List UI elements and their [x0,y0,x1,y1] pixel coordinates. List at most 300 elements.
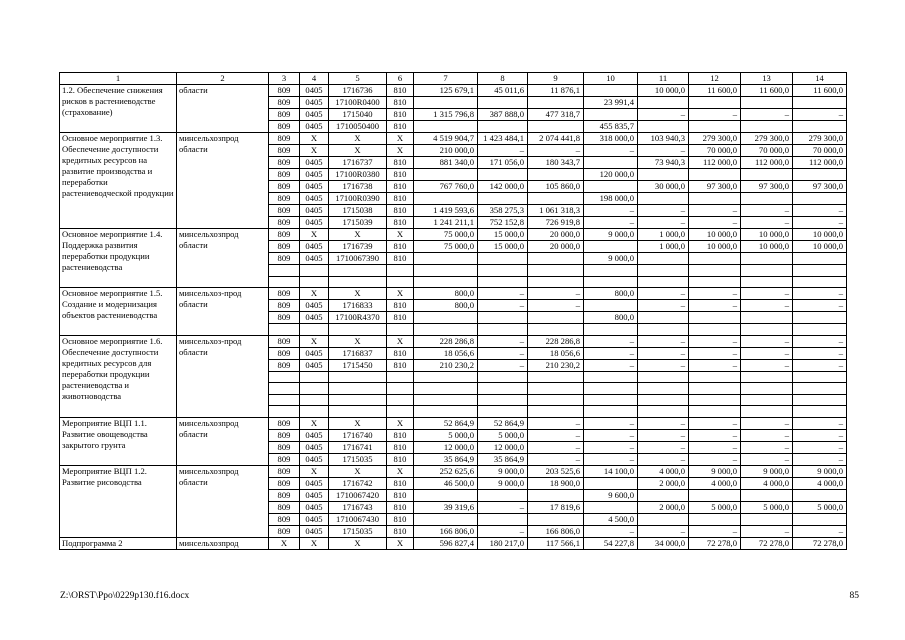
amount-cell: 455 835,7 [584,121,638,133]
amount-cell [528,371,584,383]
amount-cell [414,312,478,324]
code-cell: 0405 [300,312,329,324]
amount-cell: – [741,300,793,312]
code-cell: 0405 [300,477,329,489]
amount-cell: 800,0 [414,288,478,300]
code-cell [387,406,414,418]
code-cell: 809 [269,288,300,300]
amount-cell [793,193,847,205]
amount-cell: 11 600,0 [793,85,847,97]
amount-cell: – [793,300,847,312]
amount-cell: – [584,359,638,371]
amount-cell [689,253,741,265]
amount-cell: – [793,453,847,465]
amount-cell: – [689,429,741,441]
code-cell [329,371,387,383]
amount-cell: – [689,441,741,453]
amount-cell: 171 056,0 [478,157,528,169]
amount-cell: – [689,217,741,229]
amount-cell: 10 000,0 [638,85,689,97]
amount-cell: – [638,359,689,371]
code-cell: 1710067390 [329,253,387,265]
amount-cell [584,371,638,383]
amount-cell: 70 000,0 [689,145,741,157]
measure-name: 1.2. Обеспечение снижения рисков в растениеводстве (страхование) [60,85,177,133]
code-cell: Х [300,335,329,347]
amount-cell: 5 000,0 [793,501,847,513]
amount-cell [689,265,741,277]
amount-cell: – [584,145,638,157]
code-cell: Х [329,133,387,145]
amount-cell: 103 940,3 [638,133,689,145]
amount-cell [414,371,478,383]
code-cell: 1715039 [329,217,387,229]
amount-cell [638,276,689,288]
amount-cell [793,324,847,336]
code-cell: 810 [387,489,414,501]
code-cell: 810 [387,109,414,121]
amount-cell: – [584,453,638,465]
amount-cell: 52 864,9 [414,417,478,429]
amount-cell: 210 000,0 [414,145,478,157]
amount-cell [638,324,689,336]
amount-cell: – [741,205,793,217]
code-cell [269,394,300,406]
code-cell: 1716739 [329,241,387,253]
amount-cell: 166 806,0 [528,525,584,537]
amount-cell: 1 241 211,1 [414,217,478,229]
code-cell [329,276,387,288]
amount-cell: 1 419 593,6 [414,205,478,217]
code-cell: Х [300,133,329,145]
amount-cell [414,276,478,288]
amount-cell: 45 011,6 [478,85,528,97]
code-cell: 810 [387,253,414,265]
code-cell: 809 [269,169,300,181]
amount-cell: – [528,453,584,465]
amount-cell [793,253,847,265]
code-cell: Х [329,229,387,241]
amount-cell [528,383,584,395]
amount-cell [689,489,741,501]
amount-cell: 726 919,8 [528,217,584,229]
code-cell [387,383,414,395]
code-cell: 0405 [300,253,329,265]
amount-cell [689,169,741,181]
amount-cell: 75 000,0 [414,241,478,253]
amount-cell: – [793,288,847,300]
executor: минсельхозпрод [177,537,269,549]
amount-cell: 15 000,0 [478,229,528,241]
code-cell: 0405 [300,359,329,371]
amount-cell: – [584,347,638,359]
code-cell: 809 [269,513,300,525]
amount-cell [478,276,528,288]
amount-cell: 97 300,0 [793,181,847,193]
amount-cell: 4 000,0 [741,477,793,489]
amount-cell [414,406,478,418]
header-cell: 1 [60,73,177,85]
code-cell: Х [300,145,329,157]
amount-cell: – [689,205,741,217]
measure-name: Подпрограмма 2 [60,537,177,549]
code-cell [269,383,300,395]
code-cell: 0405 [300,489,329,501]
amount-cell [478,324,528,336]
code-cell: 809 [269,217,300,229]
amount-cell [584,276,638,288]
code-cell: 809 [269,85,300,97]
amount-cell: – [638,288,689,300]
amount-cell: 12 000,0 [414,441,478,453]
code-cell: 17100R0390 [329,193,387,205]
code-cell: Х [300,417,329,429]
amount-cell: – [741,429,793,441]
header-cell: 5 [329,73,387,85]
amount-cell: – [793,347,847,359]
code-cell: 0405 [300,193,329,205]
code-cell: 809 [269,347,300,359]
header-cell: 3 [269,73,300,85]
amount-cell: 279 300,0 [793,133,847,145]
measure-name: Мероприятие ВЦП 1.2. Развитие рисоводства [60,465,177,537]
header-cell: 13 [741,73,793,85]
code-cell: 1716740 [329,429,387,441]
amount-cell [584,300,638,312]
amount-cell: – [793,441,847,453]
code-cell [269,406,300,418]
amount-cell: 4 000,0 [793,477,847,489]
amount-cell: 279 300,0 [741,133,793,145]
code-cell: 0405 [300,169,329,181]
code-cell: Х [387,465,414,477]
amount-cell [478,97,528,109]
amount-cell: – [478,300,528,312]
code-cell: 809 [269,453,300,465]
code-cell: 810 [387,312,414,324]
amount-cell [638,265,689,277]
amount-cell: 20 000,0 [528,229,584,241]
amount-cell: 1 423 484,1 [478,133,528,145]
amount-cell: – [478,288,528,300]
amount-cell [528,324,584,336]
header-cell: 9 [528,73,584,85]
amount-cell: – [528,300,584,312]
amount-cell [793,97,847,109]
code-cell [329,406,387,418]
code-cell [329,324,387,336]
amount-cell [414,383,478,395]
amount-cell [584,181,638,193]
amount-cell [478,406,528,418]
amount-cell [741,383,793,395]
amount-cell: 54 227,8 [584,537,638,549]
amount-cell: – [638,205,689,217]
code-cell: 1716833 [329,300,387,312]
code-cell [300,406,329,418]
amount-cell [638,383,689,395]
amount-cell: – [793,205,847,217]
amount-cell [793,383,847,395]
amount-cell: – [478,525,528,537]
amount-cell: – [741,417,793,429]
file-path: Z:\ORST\Ppo\0229p130.f16.docx [60,591,190,601]
amount-cell: 180 217,0 [478,537,528,549]
amount-cell: 9 600,0 [584,489,638,501]
amount-cell: – [528,288,584,300]
amount-cell [638,489,689,501]
amount-cell: 30 000,0 [638,181,689,193]
amount-cell: – [638,453,689,465]
amount-cell [584,265,638,277]
amount-cell [584,383,638,395]
amount-cell: 18 056,6 [528,347,584,359]
amount-cell [741,193,793,205]
amount-cell: – [584,525,638,537]
amount-cell [793,312,847,324]
amount-cell [414,324,478,336]
amount-cell [689,193,741,205]
amount-cell: – [638,525,689,537]
amount-cell [584,85,638,97]
amount-cell: 279 300,0 [689,133,741,145]
code-cell: Х [329,145,387,157]
code-cell: 810 [387,501,414,513]
code-cell: 1716742 [329,477,387,489]
amount-cell: – [741,109,793,121]
amount-cell: 5 000,0 [414,429,478,441]
amount-cell: – [793,525,847,537]
code-cell: 17100R4370 [329,312,387,324]
amount-cell: – [689,417,741,429]
amount-cell [741,394,793,406]
amount-cell: 72 278,0 [793,537,847,549]
header-cell: 14 [793,73,847,85]
code-cell: 0405 [300,453,329,465]
code-cell: 810 [387,300,414,312]
amount-cell: 11 876,1 [528,85,584,97]
code-cell: Х [387,537,414,549]
amount-cell: – [793,335,847,347]
amount-cell: – [793,429,847,441]
executor: минсельхозпрод области [177,465,269,537]
code-cell: Х [269,537,300,549]
code-cell: 810 [387,85,414,97]
amount-cell [793,394,847,406]
amount-cell: – [793,217,847,229]
amount-cell [741,513,793,525]
amount-cell: 35 864,9 [478,453,528,465]
amount-cell: – [689,109,741,121]
code-cell: 0405 [300,85,329,97]
amount-cell: 72 278,0 [689,537,741,549]
code-cell: Х [387,288,414,300]
amount-cell: – [478,335,528,347]
measure-name: Основное мероприятие 1.5. Создание и модернизация объектов растениеводства [60,288,177,336]
code-cell: 810 [387,441,414,453]
amount-cell: 9 000,0 [478,477,528,489]
code-cell: Х [329,335,387,347]
code-cell: 0405 [300,97,329,109]
code-cell: 1716736 [329,85,387,97]
amount-cell [584,157,638,169]
amount-cell [689,276,741,288]
code-cell: 0405 [300,525,329,537]
amount-cell [741,312,793,324]
amount-cell: 142 000,0 [478,181,528,193]
code-cell: 1710050400 [329,121,387,133]
amount-cell [741,371,793,383]
amount-cell [478,371,528,383]
executor: области [177,85,269,133]
table-row [60,335,847,347]
code-cell: 1715450 [329,359,387,371]
header-cell: 10 [584,73,638,85]
amount-cell [414,513,478,525]
amount-cell [793,489,847,501]
amount-cell [689,383,741,395]
code-cell: 0405 [300,109,329,121]
code-cell: 17100R0400 [329,97,387,109]
amount-cell: 23 991,4 [584,97,638,109]
code-cell [387,265,414,277]
code-cell: 810 [387,477,414,489]
amount-cell: 70 000,0 [793,145,847,157]
amount-cell [528,513,584,525]
amount-cell: – [689,525,741,537]
amount-cell [584,394,638,406]
amount-cell: – [793,417,847,429]
amount-cell: – [638,347,689,359]
amount-cell [584,501,638,513]
code-cell: 1715040 [329,109,387,121]
amount-cell [741,265,793,277]
code-cell: Х [300,229,329,241]
code-cell: 1715035 [329,525,387,537]
budget-table [59,72,847,550]
code-cell [269,371,300,383]
code-cell: Х [387,133,414,145]
amount-cell: 228 286,8 [414,335,478,347]
code-cell: 809 [269,109,300,121]
code-cell: 810 [387,513,414,525]
amount-cell: 5 000,0 [478,429,528,441]
amount-cell: – [741,335,793,347]
amount-cell: 39 319,6 [414,501,478,513]
code-cell: 809 [269,181,300,193]
amount-cell: 120 000,0 [584,169,638,181]
amount-cell [528,169,584,181]
code-cell [300,371,329,383]
amount-cell: – [689,453,741,465]
code-cell: 810 [387,193,414,205]
amount-cell [478,193,528,205]
amount-cell: – [528,441,584,453]
amount-cell: 210 230,2 [414,359,478,371]
table-row [60,537,847,549]
amount-cell: – [741,288,793,300]
amount-cell [414,97,478,109]
amount-cell: 15 000,0 [478,241,528,253]
amount-cell: 10 000,0 [689,229,741,241]
code-cell: 0405 [300,241,329,253]
code-cell: 809 [269,157,300,169]
amount-cell: – [689,359,741,371]
amount-cell [638,406,689,418]
amount-cell [528,312,584,324]
amount-cell: 203 525,6 [528,465,584,477]
amount-cell [689,97,741,109]
amount-cell [689,513,741,525]
amount-cell [414,121,478,133]
code-cell: 809 [269,145,300,157]
amount-cell: – [638,300,689,312]
code-cell [269,324,300,336]
amount-cell: 112 000,0 [689,157,741,169]
code-cell: 810 [387,453,414,465]
amount-cell: – [528,429,584,441]
amount-cell: 800,0 [584,288,638,300]
amount-cell [638,513,689,525]
code-cell: 809 [269,193,300,205]
code-cell: 809 [269,253,300,265]
amount-cell: 72 278,0 [741,537,793,549]
code-cell [387,371,414,383]
amount-cell: 2 000,0 [638,477,689,489]
code-cell [387,276,414,288]
amount-cell: – [528,145,584,157]
amount-cell: – [741,453,793,465]
code-cell [387,394,414,406]
amount-cell: – [478,501,528,513]
amount-cell: 5 000,0 [689,501,741,513]
amount-cell [793,276,847,288]
amount-cell: – [584,441,638,453]
amount-cell [478,121,528,133]
code-cell: Х [300,465,329,477]
amount-cell [414,169,478,181]
amount-cell: 4 500,0 [584,513,638,525]
amount-cell: 10 000,0 [741,241,793,253]
amount-cell: – [584,217,638,229]
amount-cell: 9 000,0 [478,465,528,477]
amount-cell: 112 000,0 [793,157,847,169]
page-number: 85 [849,591,859,601]
amount-cell [528,121,584,133]
amount-cell: – [741,441,793,453]
amount-cell: 2 000,0 [638,501,689,513]
amount-cell: 10 000,0 [793,229,847,241]
code-cell: 809 [269,477,300,489]
amount-cell: 11 600,0 [689,85,741,97]
code-cell: 810 [387,181,414,193]
amount-cell: – [584,205,638,217]
code-cell: 0405 [300,217,329,229]
amount-cell: 35 864,9 [414,453,478,465]
amount-cell: 75 000,0 [414,229,478,241]
amount-cell: – [638,217,689,229]
amount-cell [689,394,741,406]
amount-cell: – [638,441,689,453]
amount-cell: – [638,335,689,347]
header-cell: 2 [177,73,269,85]
amount-cell [793,121,847,133]
code-cell [300,276,329,288]
table-row [60,288,847,300]
amount-cell [584,406,638,418]
code-cell: Х [329,465,387,477]
executor: минсельхозпрод области [177,229,269,288]
